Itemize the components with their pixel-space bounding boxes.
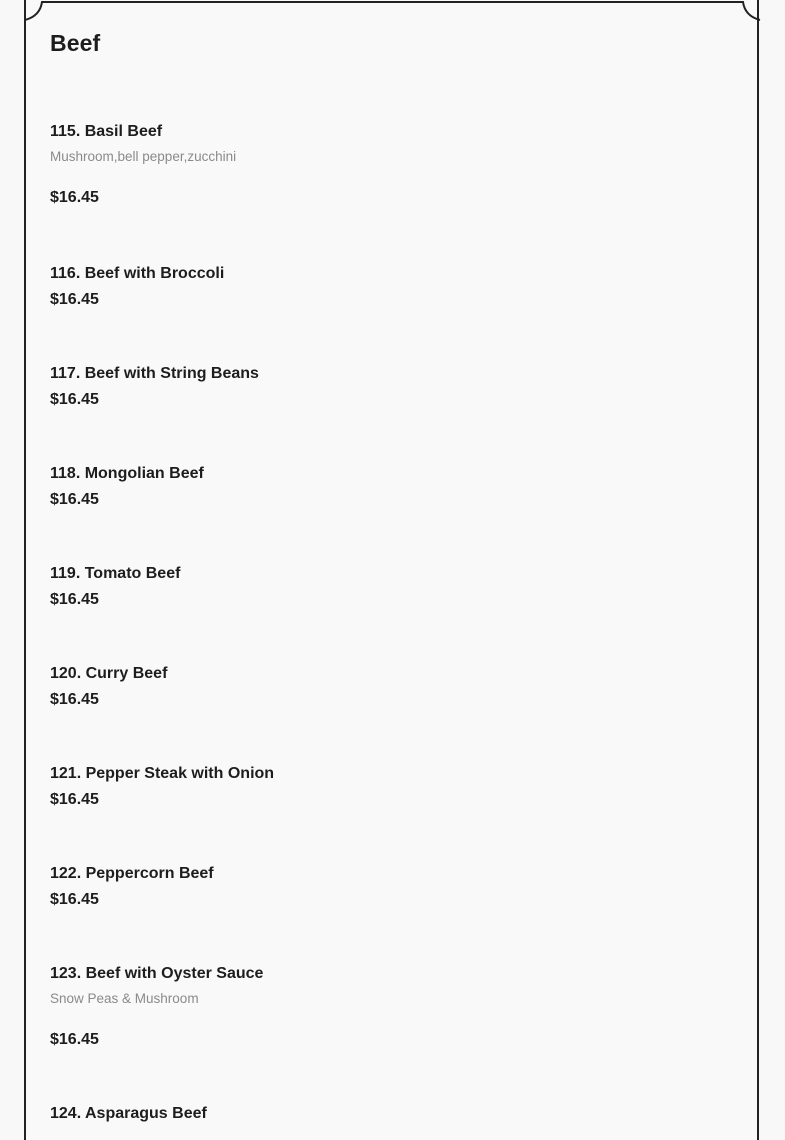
item-name: 120. Curry Beef bbox=[50, 665, 168, 682]
menu-item-121[interactable] bbox=[50, 764, 274, 810]
item-description: Mushroom,bell pepper,zucchini bbox=[50, 149, 237, 164]
item-name: 117. Beef with String Beans bbox=[50, 365, 259, 382]
menu-item-116[interactable] bbox=[50, 264, 224, 310]
menu-item-119[interactable] bbox=[50, 564, 180, 610]
item-name: 121. Pepper Steak with Onion bbox=[50, 765, 275, 782]
menu-item-122[interactable] bbox=[50, 864, 214, 910]
item-name: 123. Beef with Oyster Sauce bbox=[50, 965, 264, 982]
menu-item-118[interactable] bbox=[50, 464, 204, 510]
item-price: $16.45 bbox=[50, 691, 99, 708]
section-title: Beef bbox=[50, 30, 101, 56]
menu-item-124[interactable] bbox=[50, 1104, 207, 1124]
menu-item-117[interactable] bbox=[50, 364, 259, 410]
item-price: $16.45 bbox=[50, 891, 99, 908]
item-name: 119. Tomato Beef bbox=[50, 565, 181, 582]
menu-item-123[interactable] bbox=[50, 964, 263, 1050]
menu-item-120[interactable] bbox=[50, 664, 167, 710]
item-price: $16.45 bbox=[50, 391, 99, 408]
item-name: 118. Mongolian Beef bbox=[50, 465, 204, 482]
item-name: 115. Basil Beef bbox=[50, 123, 163, 140]
item-price: $16.45 bbox=[50, 189, 99, 206]
item-price: $16.45 bbox=[50, 1031, 99, 1048]
item-name: 116. Beef with Broccoli bbox=[50, 265, 225, 282]
item-price: $16.45 bbox=[50, 291, 99, 308]
item-price: $16.45 bbox=[50, 591, 99, 608]
menu-item-115[interactable] bbox=[50, 122, 236, 208]
item-name: 124. Asparagus Beef bbox=[50, 1105, 207, 1122]
item-price: $16.45 bbox=[50, 491, 99, 508]
item-name: 122. Peppercorn Beef bbox=[50, 865, 214, 882]
item-price: $16.45 bbox=[50, 791, 99, 808]
item-description: Snow Peas & Mushroom bbox=[50, 991, 199, 1006]
